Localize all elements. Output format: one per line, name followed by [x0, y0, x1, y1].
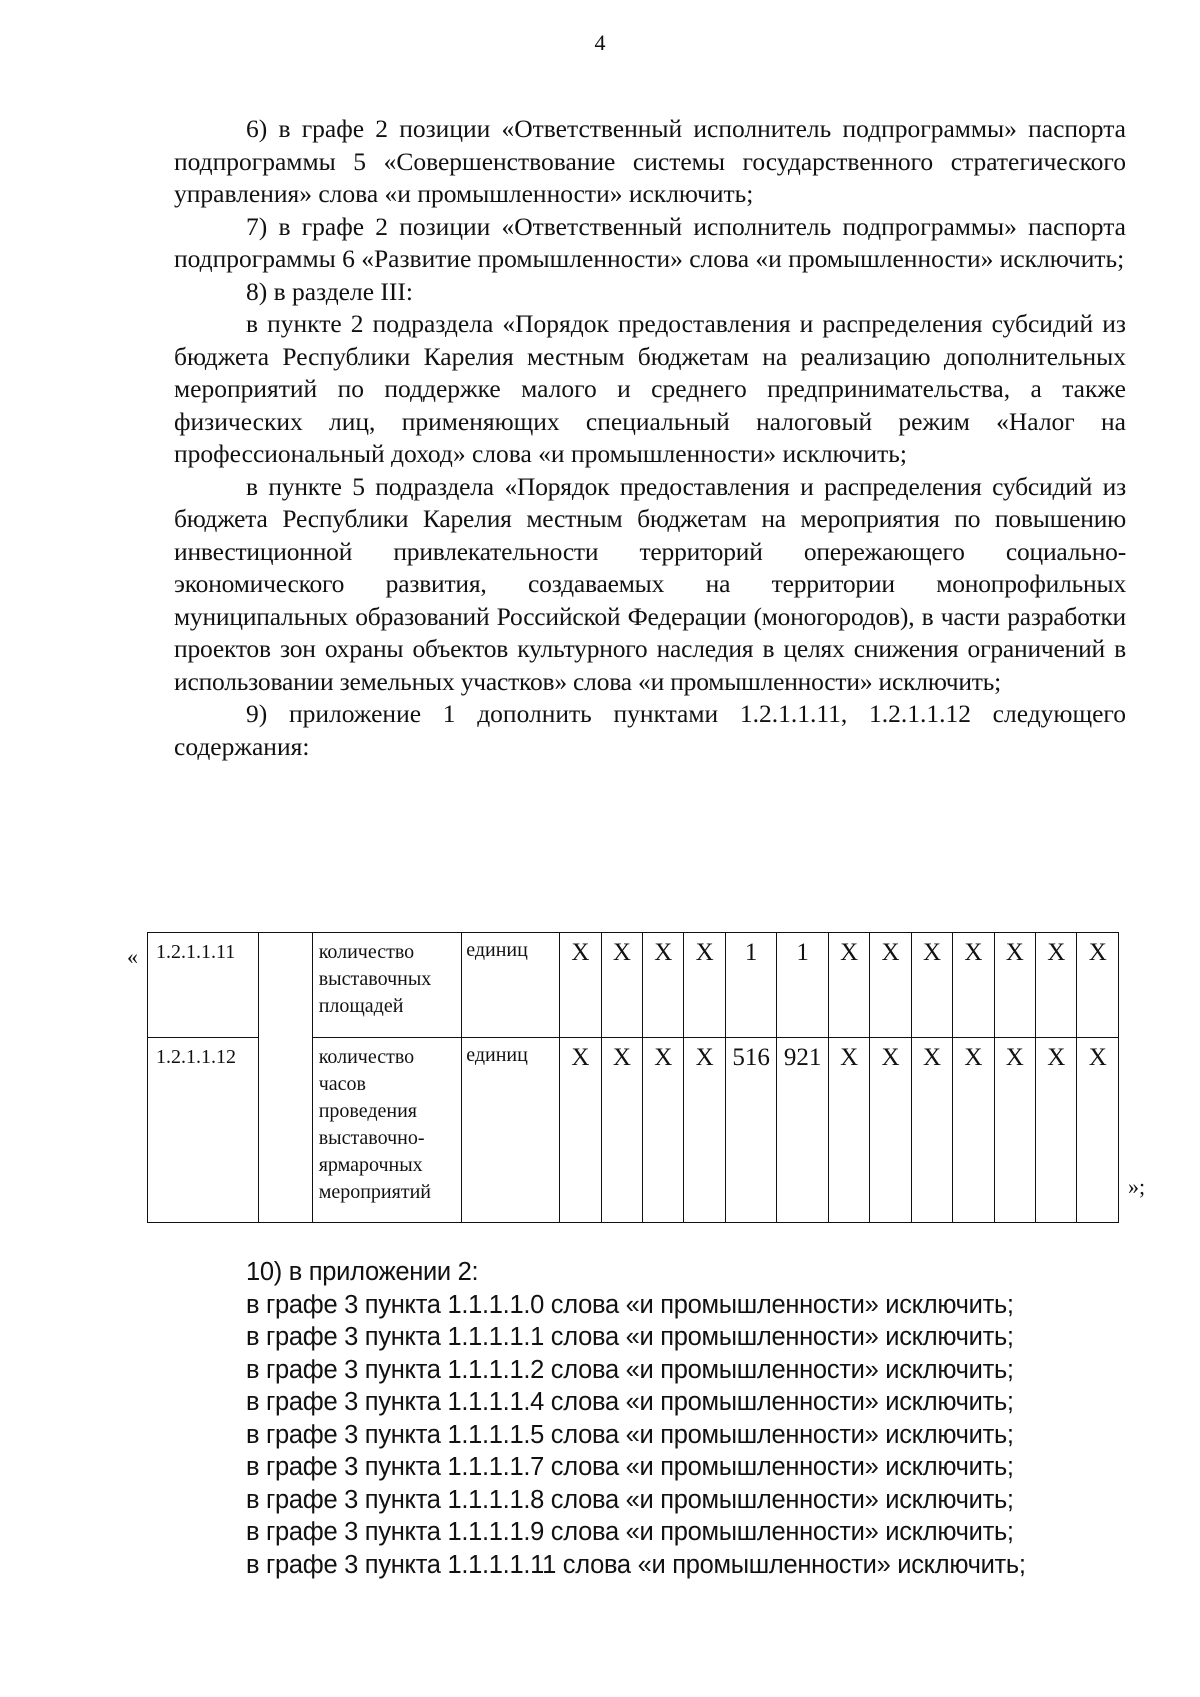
document-body: [174, 113, 1126, 763]
paragraph-item-6: 6) в графе 2 позиции «Ответственный исполнитель подпрограммы» паспорта подпрограммы 5 «Совершенствование системы государственного стратегического управления» слова «и промышленности» исключить;: [174, 114, 1126, 208]
row-value: X: [953, 1038, 994, 1223]
row-value: X: [1077, 933, 1119, 1038]
table-close-quote: »;: [1128, 1174, 1146, 1199]
row-value: X: [994, 1038, 1035, 1223]
row-value: X: [560, 933, 601, 1038]
paragraph-item-7: 7) в графе 2 позиции «Ответственный исполнитель подпрограммы» паспорта подпрограммы 6 «Развитие промышленности» слова «и промышленности» исключить;: [174, 211, 1126, 273]
list-item: в графе 3 пункта 1.1.1.1.11 слова «и промышленности» исключить;: [246, 1550, 1026, 1579]
paragraph-section3-point2: в пункте 2 подраздела «Порядок предоставления и распределения субсидий из бюджета Республики Карелия местным бюджетам на реализацию дополнительных мероприятий по поддержке малого и среднего предпринимательства, а также физических лиц, применяющих специальный налоговый режим «Налог на профессиональный доход» слова «и промышленности» исключить;: [174, 309, 1126, 468]
row-value: X: [601, 933, 642, 1038]
row-value: X: [994, 933, 1035, 1038]
list-item: в графе 3 пункта 1.1.1.1.7 слова «и промышленности» исключить;: [246, 1453, 1014, 1481]
row-unit: единиц: [462, 1038, 560, 1223]
row-value: X: [953, 933, 994, 1038]
list-item: в графе 3 пункта 1.1.1.1.0 слова «и промышленности» исключить;: [246, 1290, 1014, 1319]
row-value: X: [560, 1038, 601, 1223]
list-item: в графе 3 пункта 1.1.1.1.9 слова «и промышленности» исключить;: [246, 1518, 1014, 1546]
row-value: X: [601, 1038, 642, 1223]
row-value: X: [1077, 1038, 1119, 1223]
row-value: 516: [725, 1038, 777, 1223]
row-value: X: [911, 933, 952, 1038]
list-item: в графе 3 пункта 1.1.1.1.2 слова «и промышленности» исключить;: [246, 1355, 1014, 1384]
row-value: X: [643, 933, 684, 1038]
paragraph-item-8: 8) в разделе III:: [246, 276, 413, 306]
paragraph-section3-point5: в пункте 5 подраздела «Порядок предоставления и распределения субсидий из бюджета Республики Карелия местным бюджетам на мероприятия по повышению инвестиционной привлекательности территорий опережающего социально-экономического развития, создаваемых на территории монопрофильных муниципальных образований Российской Федерации (моногородов), в части разработки проектов зон охраны объектов культурного наследия в целях снижения ограничений в использовании земельных участков» слова «и промышленности» исключить;: [174, 471, 1126, 696]
table-open-quote: «: [127, 944, 138, 969]
row-code: 1.2.1.1.11: [148, 933, 259, 1038]
row-indicator-name: количество выставочных площадей: [312, 933, 462, 1038]
row-value: X: [870, 1038, 911, 1223]
row-value: 1: [777, 933, 829, 1038]
row-value: X: [643, 1038, 684, 1223]
indicator-table-wrapper: [147, 932, 1119, 1223]
list-item: в графе 3 пункта 1.1.1.1.5 слова «и промышленности» исключить;: [246, 1420, 1014, 1449]
row-code: 1.2.1.1.12: [148, 1038, 259, 1223]
section-10-list: [246, 1256, 1126, 1581]
table-row: [148, 933, 1119, 1038]
row-unit: единиц: [462, 933, 560, 1038]
list-item: в графе 3 пункта 1.1.1.1.4 слова «и промышленности» исключить;: [246, 1388, 1014, 1416]
indicator-table: [147, 932, 1119, 1223]
row-value: X: [870, 933, 911, 1038]
row-value: X: [1036, 1038, 1077, 1223]
row-value: 1: [725, 933, 777, 1038]
row-value: X: [828, 933, 869, 1038]
row-value: X: [1036, 933, 1077, 1038]
row-value: X: [684, 933, 725, 1038]
section-10-heading: 10) в приложении 2:: [246, 1258, 479, 1286]
row-value: X: [828, 1038, 869, 1223]
row-value: 921: [777, 1038, 829, 1223]
row-indicator-name: количество часов проведения выставочно-ярмарочных мероприятий: [312, 1038, 462, 1223]
page-number: 4: [594, 30, 606, 55]
row-value: X: [911, 1038, 952, 1223]
paragraph-item-9: 9) приложение 1 дополнить пунктами 1.2.1.1.11, 1.2.1.1.12 следующего содержания:: [174, 699, 1126, 761]
row-value: X: [684, 1038, 725, 1223]
list-item: в графе 3 пункта 1.1.1.1.1 слова «и промышленности» исключить;: [246, 1323, 1014, 1351]
blank-merged-cell: [259, 933, 313, 1223]
list-item: в графе 3 пункта 1.1.1.1.8 слова «и промышленности» исключить;: [246, 1485, 1014, 1514]
